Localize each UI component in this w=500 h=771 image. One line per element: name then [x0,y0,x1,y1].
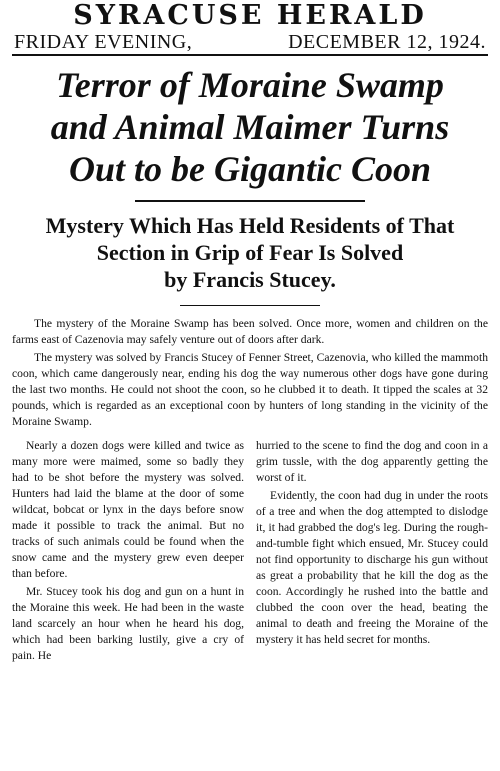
right-column [256,438,488,666]
subhead-line-2: Section in Grip of Fear Is Solved [96,240,404,265]
subheadline [12,212,488,293]
dateline-weekday: FRIDAY EVENING, [14,31,193,53]
right-paragraph-2: Evidently, the coon had dug in under the roots of a tree and when the dog attempted to dislodge it, it had grabbed the dog's leg. During the rough-and-tumble fight which ensued, Mr. Stucey could not find opportunity to discharge his gun without as great a probability that he kill the dog as the coon. Accordingly he rushed into the battle and clubbed the coon over the head, beating the animal to death and freeing the Moraine of the mystery it has held secret for months. [256,489,488,646]
headline-line-1: Terror of Moraine Swamp [56,65,444,105]
dateline [12,30,488,56]
left-column [12,438,244,666]
subhead-line-1: Mystery Which Has Held Residents of That [45,213,455,238]
lede-section [12,316,488,430]
headline-line-2: and Animal Maimer Turns [50,107,450,147]
divider [180,305,320,306]
dateline-date: DECEMBER 12, 1924. [288,31,486,53]
headline [12,64,488,190]
article-columns [12,438,488,666]
left-paragraph-1: Nearly a dozen dogs were killed and twice as many more were maimed, some so badly they had to be shot before the mystery was solved. Hunters had laid the blame at the door of some wildcat, bobcat or lynx in the days before snow made it possible to track the animal. But no tracks of such animals could be found when the snow came and the mystery grew even deeper than before. [12,439,244,580]
subhead-line-3: by Francis Stucey. [164,267,336,292]
right-paragraph-1: hurried to the scene to find the dog and coon in a grim tussle, with the dog apparently getting the worst of it. [256,439,488,484]
masthead: SYRACUSE HERALD [73,0,427,31]
divider [135,200,365,202]
left-paragraph-2: Mr. Stucey took his dog and gun on a hunt in the Moraine this week. He had been in the waste land scarcely an hour when he heard his dog, which had been barking lustily, give a cry of pain. He [12,585,244,662]
newspaper-clipping [0,2,500,771]
headline-line-3: Out to be Gigantic Coon [68,149,432,189]
lede-paragraph-1: The mystery of the Moraine Swamp has been solved. Once more, women and children on the farms east of Cazenovia may safely venture out of doors after dark. [12,317,488,346]
lede-paragraph-2: The mystery was solved by Francis Stucey of Fenner Street, Cazenovia, who killed the mammoth coon, which came dangerously near, ending his dog the way numerous other dogs have gone during the last two months. He could not shoot the coon, so he clubbed it to death. It tipped the scales at 32 pounds, which is regarded as an exceptional coon by hunters of long standing in the vicinity of the Moraine Swamp. [12,351,488,428]
